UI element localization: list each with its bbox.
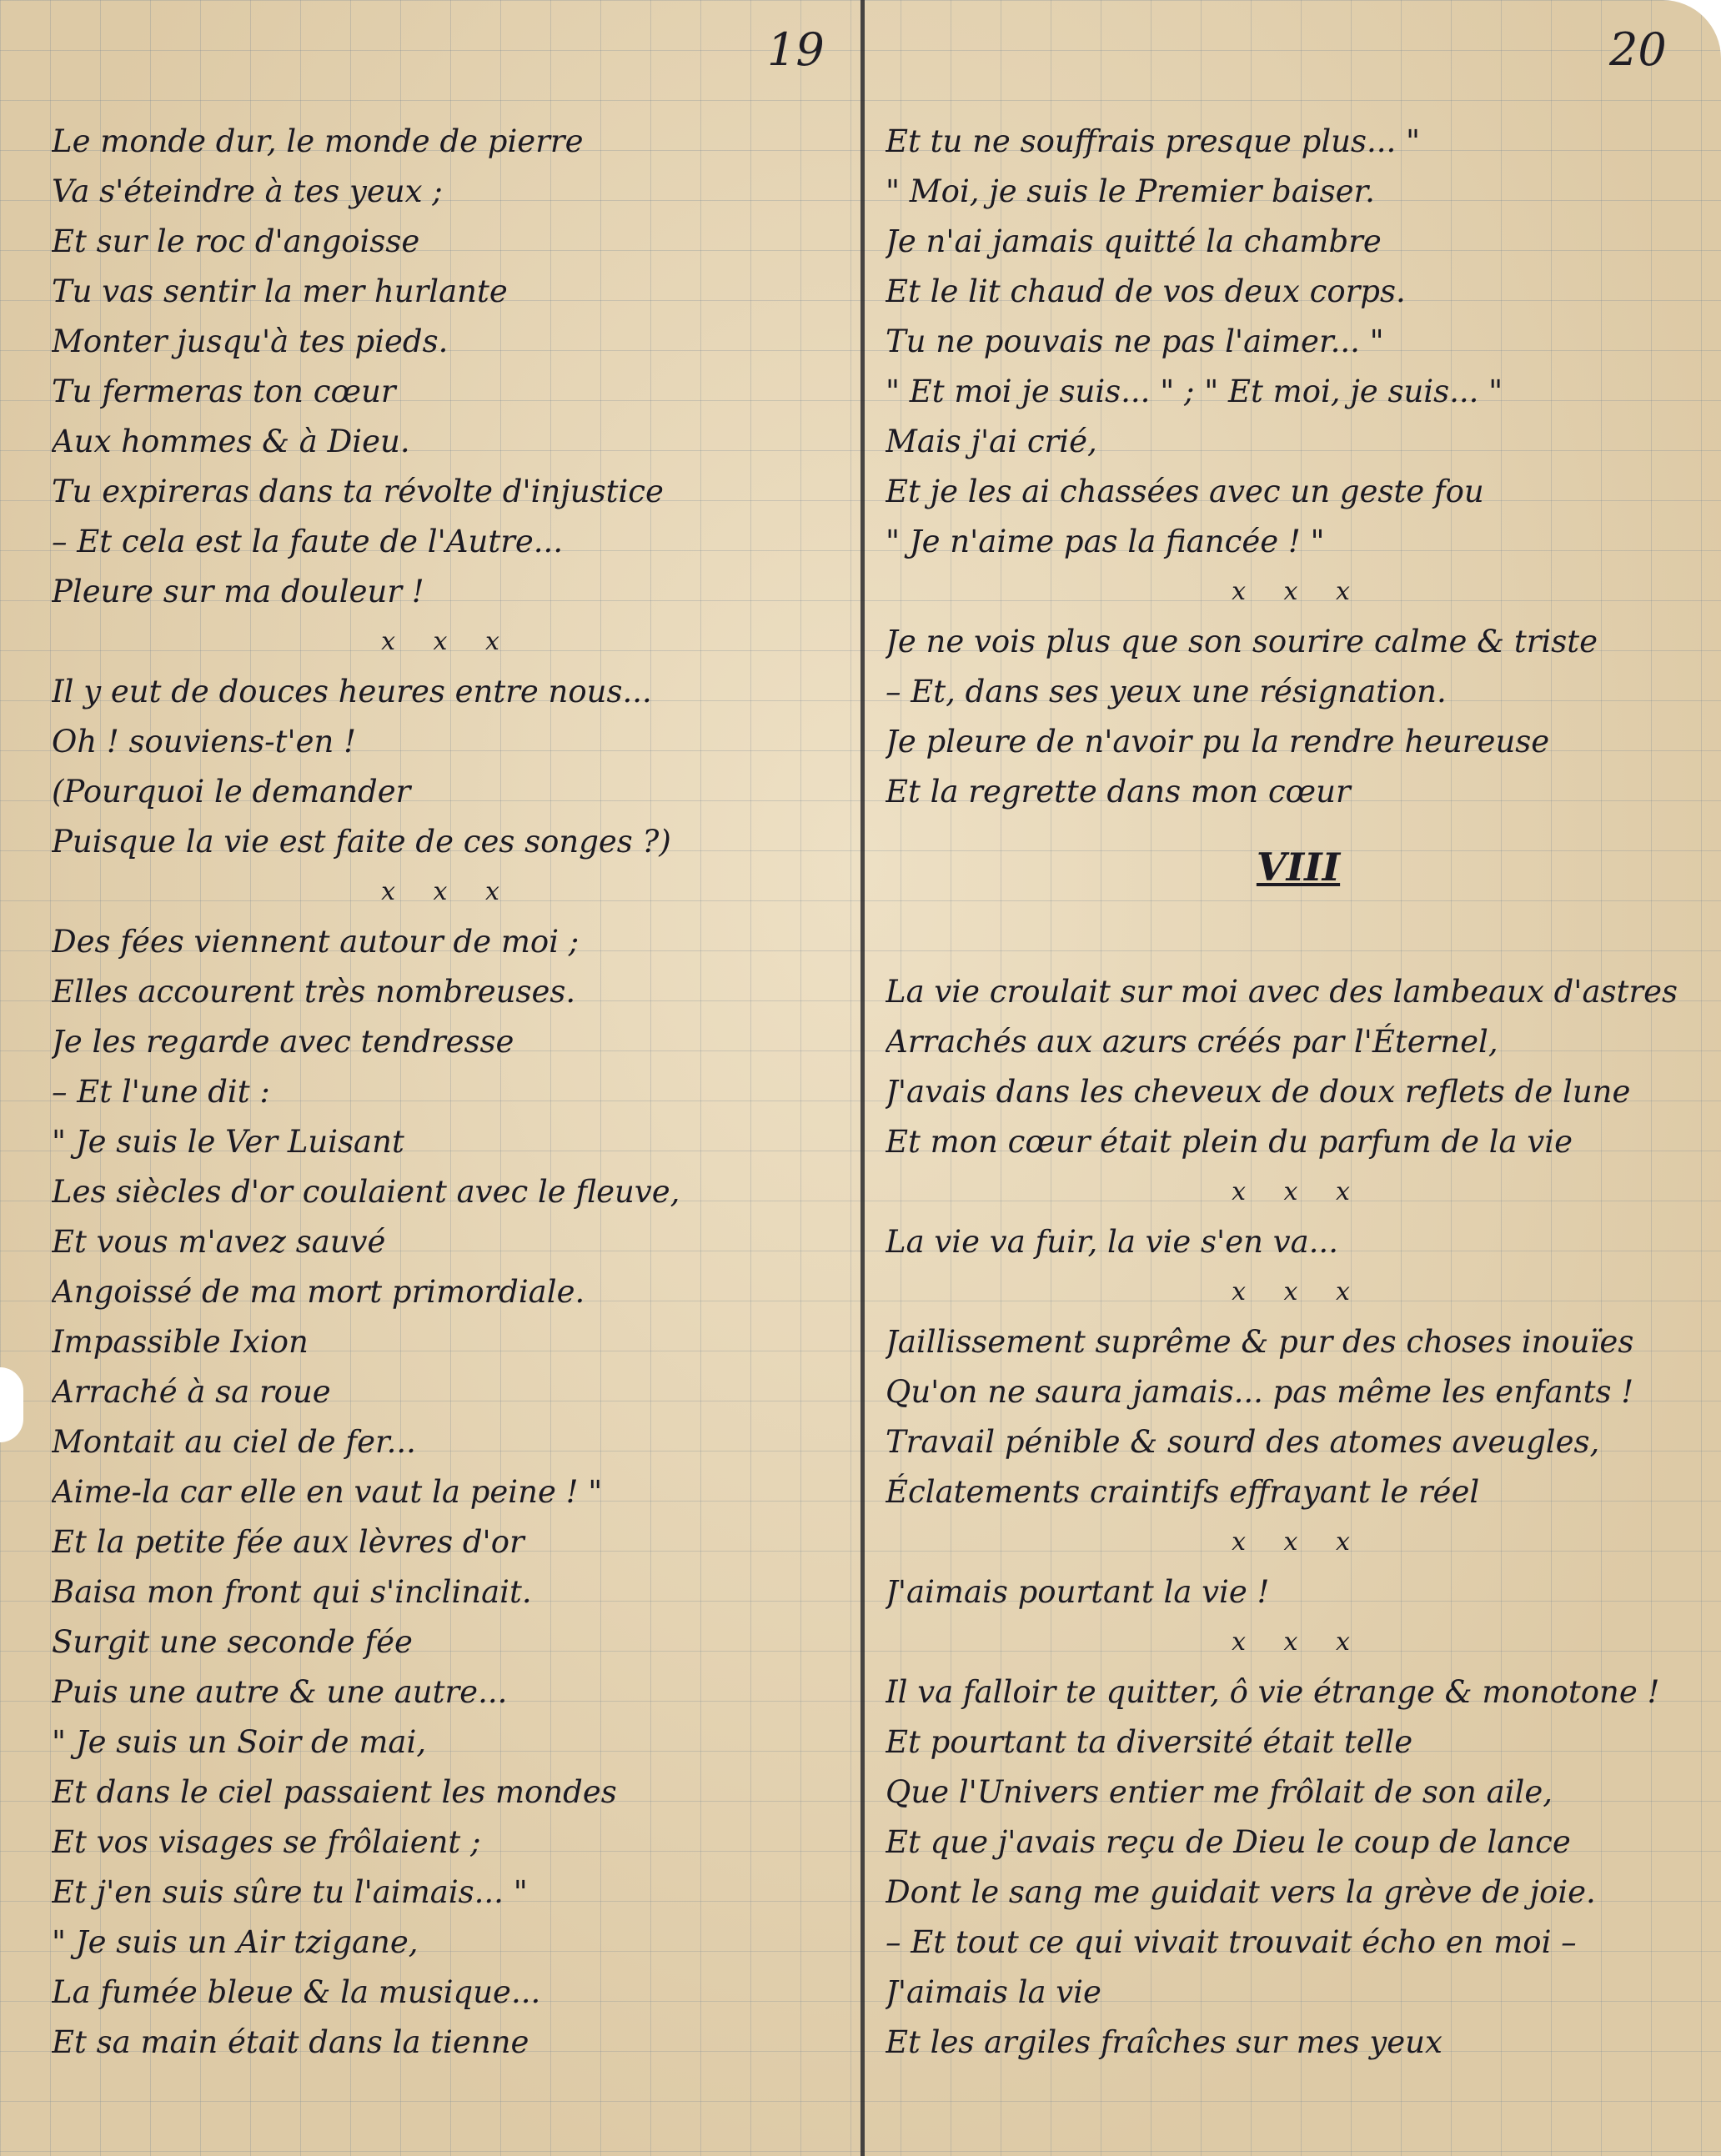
poem-line: Et j'en suis sûre tu l'aimais... " [52,1874,528,1910]
torn-edge [0,1367,23,1442]
poem-line: J'aimais pourtant la vie ! [886,1574,1270,1610]
poem-line: Et sur le roc d'angoisse [52,223,420,259]
poem-line: " Moi, je suis le Premier baiser. [886,173,1375,209]
poem-line: Et dans le ciel passaient les mondes [52,1774,617,1810]
poem-line: Tu ne pouvais ne pas l'aimer... " [886,323,1384,359]
poem-line: Et je les ai chassées avec un geste fou [886,474,1484,509]
poem-line: Tu expireras dans ta révolte d'injustice [52,474,664,509]
poem-line: Et mon cœur était plein du parfum de la vie [886,1124,1573,1160]
stanza-separator: x x x [1232,577,1365,606]
poem-line: Angoissé de ma mort primordiale. [52,1274,585,1310]
poem-line: " Je suis un Air tzigane, [52,1924,419,1960]
poem-line: Va s'éteindre à tes yeux ; [52,173,443,209]
stanza-separator: x x x [1232,1527,1365,1557]
poem-line: Travail pénible & sourd des atomes aveugles, [886,1424,1600,1460]
poem-line: Le monde dur, le monde de pierre [52,123,584,159]
poem-line: (Pourquoi le demander [52,774,411,810]
poem-line: – Et l'une dit : [52,1074,270,1110]
poem-line: J'aimais la vie [886,1974,1101,2010]
poem-line: Et vos visages se frôlaient ; [52,1824,481,1860]
stanza-separator: x x x [1232,1627,1365,1657]
poem-line: " Et moi je suis... " ; " Et moi, je suis... " [886,374,1503,409]
poem-line: Et les argiles fraîches sur mes yeux [886,2024,1443,2060]
poem-line: Et vous m'avez sauvé [52,1224,386,1260]
poem-line: Tu vas sentir la mer hurlante [52,273,508,309]
poem-line: J'avais dans les cheveux de doux reflets de lune [886,1074,1631,1110]
poem-line: Surgit une seconde fée [52,1624,413,1660]
poem-line: Jaillissement suprême & pur des choses inouïes [886,1324,1634,1360]
poem-line: La vie va fuir, la vie s'en va... [886,1224,1338,1260]
poem-line: Pleure sur ma douleur ! [52,574,424,609]
poem-line: Je n'ai jamais quitté la chambre [886,223,1382,259]
stanza-separator: x x x [1232,1177,1365,1206]
poem-line: " Je suis un Soir de mai, [52,1724,427,1760]
poem-line: Et sa main était dans la tienne [52,2024,529,2060]
right-page-text [886,117,1711,2068]
poem-line: – Et cela est la faute de l'Autre... [52,524,564,559]
poem-line: Aime-la car elle en vaut la peine ! " [52,1474,603,1510]
poem-line: Montait au ciel de fer... [52,1424,416,1460]
notebook-fold [860,0,865,2156]
poem-line: – Et tout ce qui vivait trouvait écho en moi – [886,1924,1577,1960]
poem-line: – Et, dans ses yeux une résignation. [886,674,1447,709]
poem-line: Puisque la vie est faite de ces songes ?) [52,824,671,860]
poem-line: Baisa mon front qui s'inclinait. [52,1574,532,1610]
poem-line: Mais j'ai crié, [886,424,1097,459]
poem-line: Les siècles d'or coulaient avec le fleuve, [52,1174,680,1210]
poem-line: Et que j'avais reçu de Dieu le coup de lance [886,1824,1571,1860]
stanza-separator: x x x [1232,1277,1365,1306]
poem-line: " Je suis le Ver Luisant [52,1124,404,1160]
poem-line: Tu fermeras ton cœur [52,374,396,409]
poem-line: " Je n'aime pas la fiancée ! " [886,524,1325,559]
poem-line: Et le lit chaud de vos deux corps. [886,273,1406,309]
poem-line: Des fées viennent autour de moi ; [52,924,580,960]
poem-line: Je pleure de n'avoir pu la rendre heureuse [886,724,1550,760]
section-heading: VIII [1256,845,1341,890]
poem-line: Oh ! souviens-t'en ! [52,724,356,760]
poem-line: Puis une autre & une autre... [52,1674,508,1710]
poem-line: Je les regarde avec tendresse [52,1024,514,1060]
page-number-right: 20 [1609,23,1667,76]
poem-line: Et tu ne souffrais presque plus... " [886,123,1421,159]
poem-line: Dont le sang me guidait vers la grève de joie. [886,1874,1596,1910]
poem-line: Et pourtant ta diversité était telle [886,1724,1413,1760]
poem-line: Aux hommes & à Dieu. [52,424,410,459]
poem-line: Impassible Ixion [52,1324,309,1360]
poem-line: Il y eut de douces heures entre nous... [52,674,652,709]
poem-line: La fumée bleue & la musique... [52,1974,541,2010]
poem-line: Éclatements craintifs effrayant le réel [886,1474,1480,1510]
left-page-text [52,117,844,2068]
poem-line: Elles accourent très nombreuses. [52,974,576,1010]
stanza-separator: x x x [381,877,514,906]
poem-line: Qu'on ne saura jamais... pas même les enfants ! [886,1374,1634,1410]
poem-line: Arraché à sa roue [52,1374,331,1410]
page-number-left: 19 [767,23,825,76]
blank-line [886,917,1711,967]
poem-line: Je ne vois plus que son sourire calme & triste [886,624,1598,659]
poem-line: Que l'Univers entier me frôlait de son aile, [886,1774,1553,1810]
poem-line: Et la petite fée aux lèvres d'or [52,1524,524,1560]
stanza-separator: x x x [381,627,514,656]
poem-line: La vie croulait sur moi avec des lambeaux d'astres [886,974,1678,1010]
poem-line: Arrachés aux azurs créés par l'Éternel, [886,1024,1498,1060]
poem-line: Il va falloir te quitter, ô vie étrange & monotone ! [886,1674,1660,1710]
poem-line: Monter jusqu'à tes pieds. [52,323,449,359]
poem-line: Et la regrette dans mon cœur [886,774,1351,810]
